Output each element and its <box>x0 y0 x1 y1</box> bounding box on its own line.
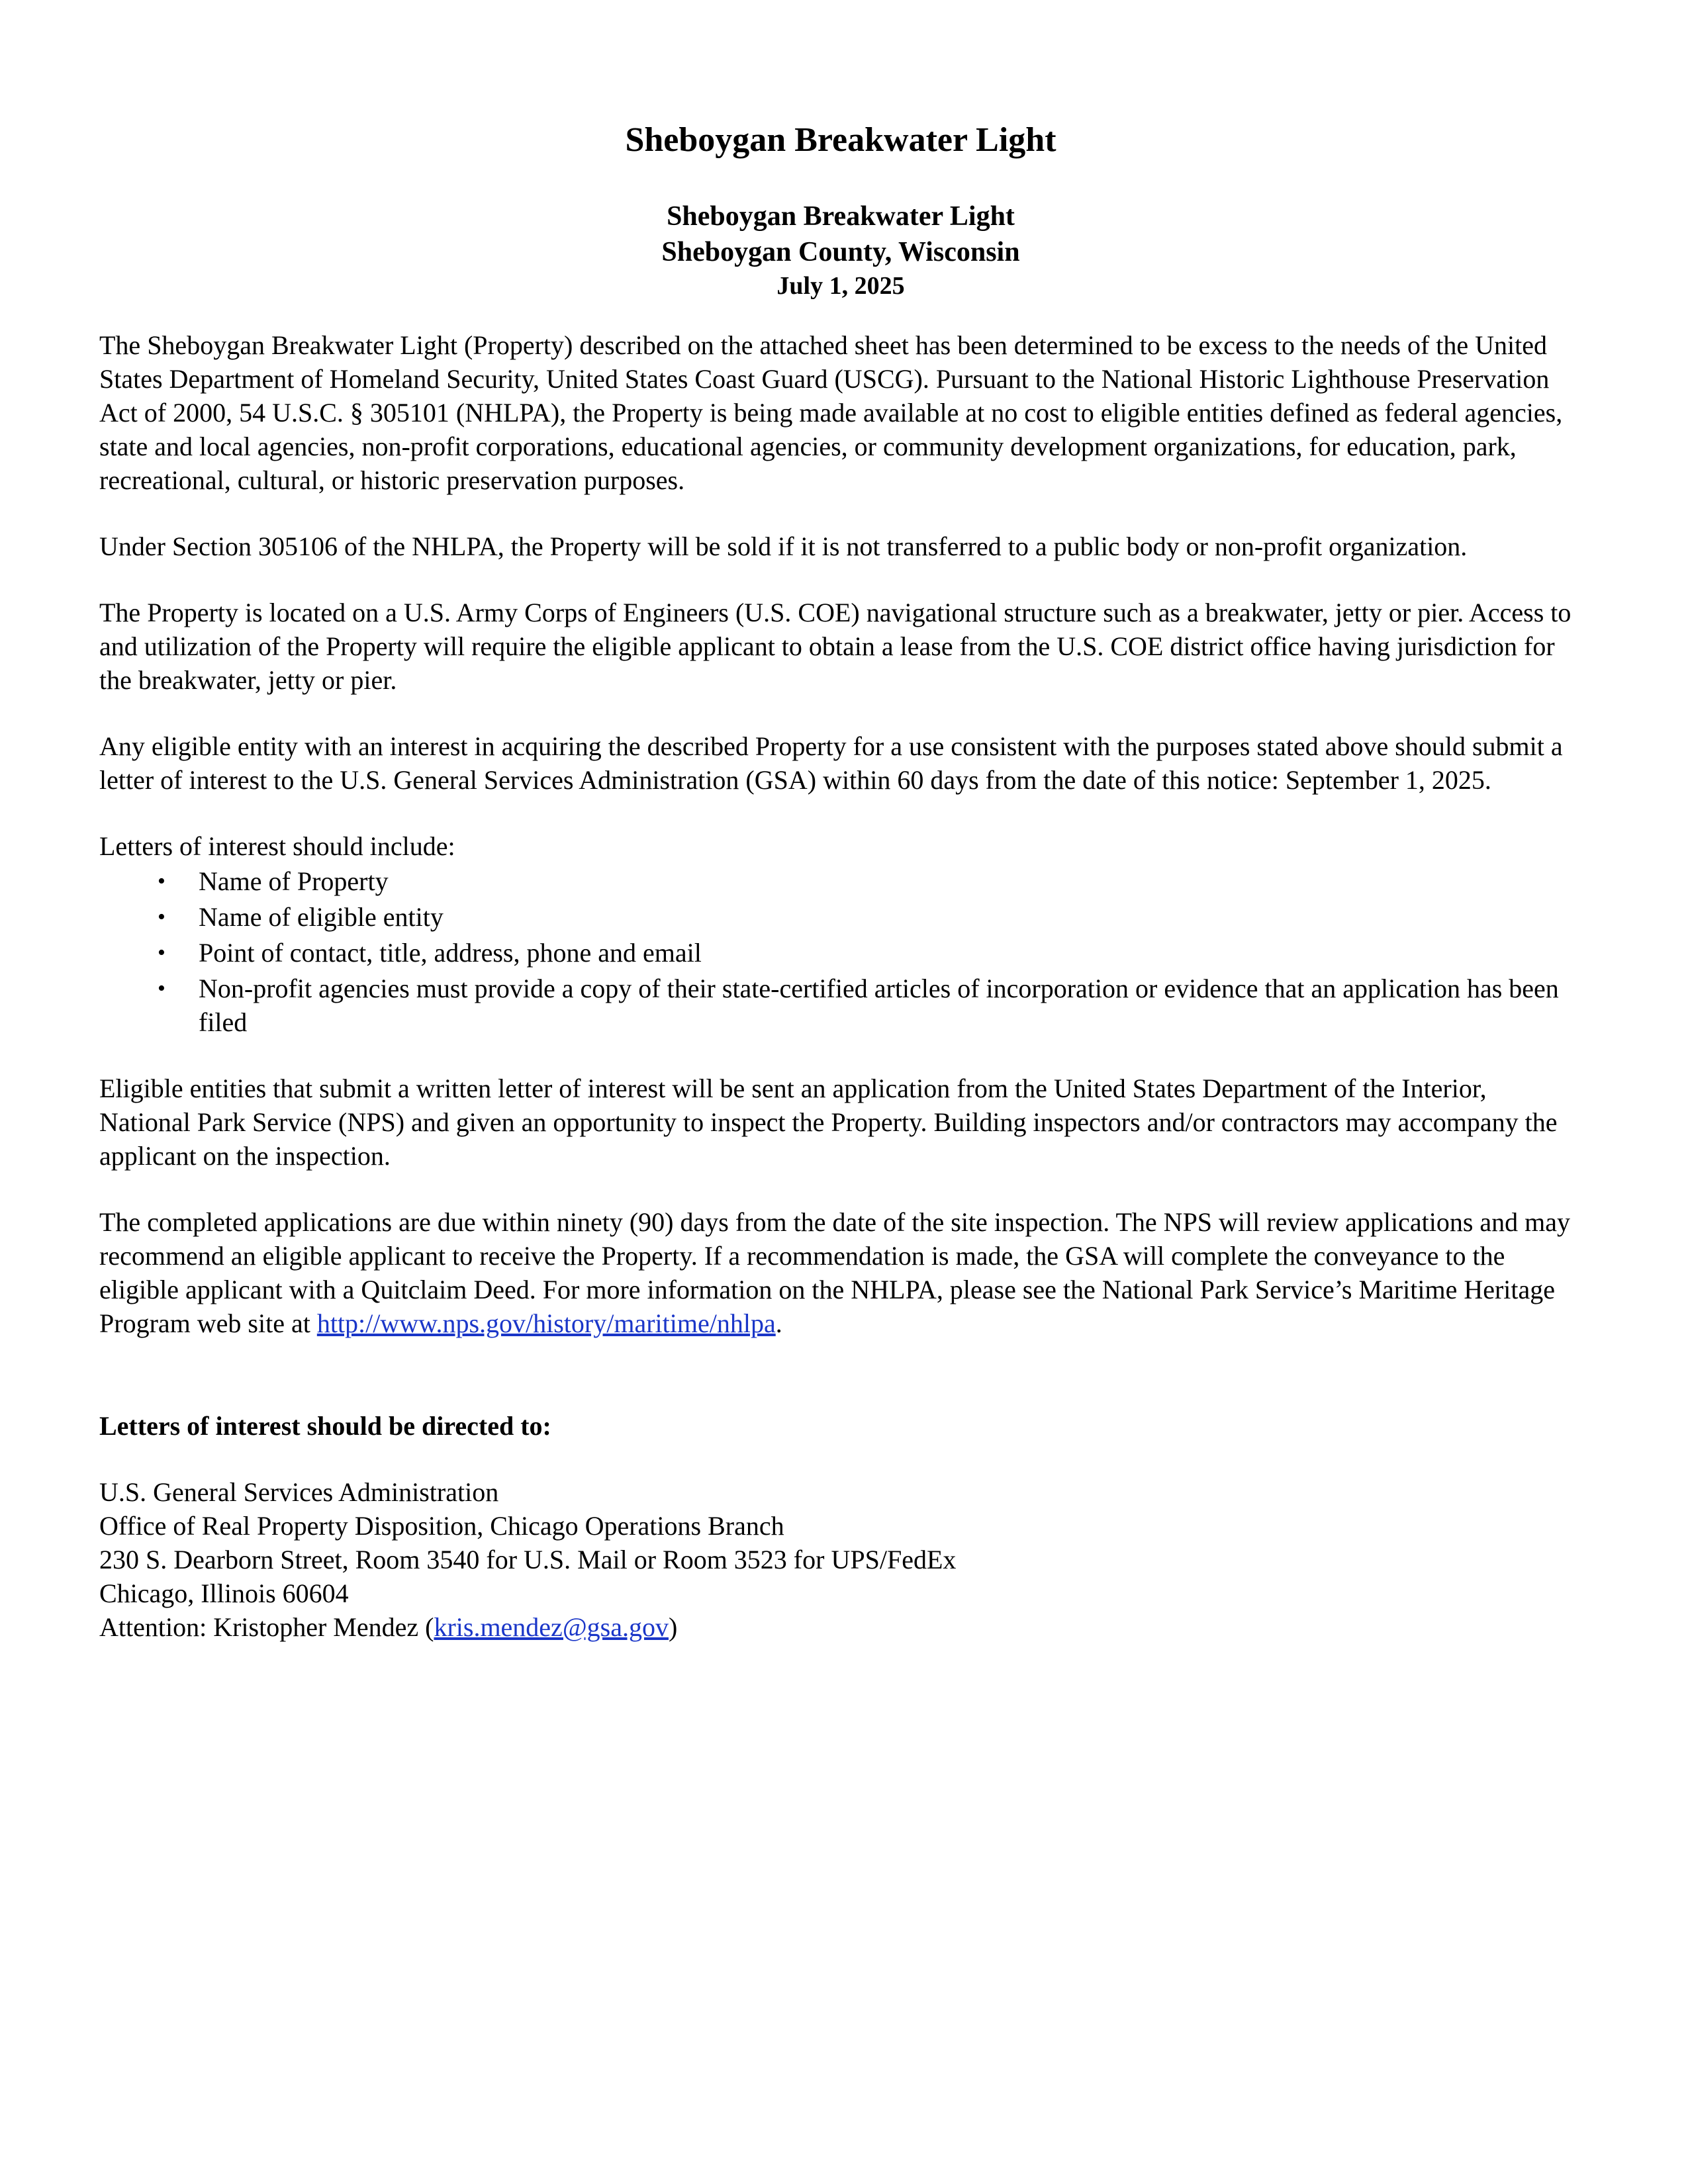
page-title: Sheboygan Breakwater Light <box>625 121 1056 159</box>
paragraph-section-305106: Under Section 305106 of the NHLPA, the Property will be sold if it is not transferred to a public body or non-profit organization. <box>99 531 1468 561</box>
list-item-text: Name of Property <box>199 866 389 896</box>
paragraph-end: . <box>775 1308 782 1338</box>
property-name: Sheboygan Breakwater Light <box>667 201 1015 232</box>
notice-date: July 1, 2025 <box>776 272 905 300</box>
list-intro: Letters of interest should include: <box>99 831 455 861</box>
list-item <box>99 864 1582 898</box>
list-item-text: Point of contact, title, address, phone and email <box>199 938 702 968</box>
paragraph-text: The completed applications are due within ninety (90) days from the date of the site inspection. The NPS will review applications and may recommend an eligible applicant to receive the Property. If a recommendation is made, the GSA will complete the conveyance to the eligible applicant with a Quitclaim Deed. For more information on the NHLPA, please see the National Park Service’s Maritime Heritage Program web site at <box>99 1207 1571 1338</box>
address-agency: U.S. General Services Administration <box>99 1477 499 1507</box>
bullet-icon: • <box>158 869 165 893</box>
mailing-address <box>99 1475 1582 1644</box>
email-link[interactable]: kris.mendez@gsa.gov <box>434 1612 669 1642</box>
list-item <box>99 900 1582 934</box>
requirements-list <box>99 864 1582 1039</box>
attention-suffix: ) <box>668 1612 678 1642</box>
paragraph-excess-property: The Sheboygan Breakwater Light (Property) described on the attached sheet has been determined to be excess to the needs of the United States Department of Homeland Security, United States Coast Guard (USCG). Pursuant to the National Historic Lighthouse Preservation Act of 2000, 54 U.S.C. § 305101 (NHLPA), the Property is being made available at no cost to eligible entities defined as federal agencies, state and local agencies, non-profit corporations, educational agencies, or community development organizations, for education, park, recreational, cultural, or historic preservation purposes. <box>99 330 1563 495</box>
directed-heading: Letters of interest should be directed to: <box>99 1411 551 1441</box>
list-item-text: Name of eligible entity <box>199 902 444 932</box>
address-city: Chicago, Illinois 60604 <box>99 1578 349 1608</box>
list-item-text: Non-profit agencies must provide a copy of their state-certified articles of incorporation or evidence that an application has been filed <box>199 974 1559 1037</box>
address-attention <box>99 1610 1582 1644</box>
attention-prefix: Attention: Kristopher Mendez ( <box>99 1612 434 1642</box>
bullet-icon: • <box>158 940 165 965</box>
address-office: Office of Real Property Disposition, Chicago Operations Branch <box>99 1511 784 1541</box>
paragraph-application-process: Eligible entities that submit a written letter of interest will be sent an application from the United States Department of the Interior, National Park Service (NPS) and given an opportunity to inspect the Property. Building inspectors and/or contractors may accompany the applicant on the inspection. <box>99 1073 1558 1171</box>
paragraph-completed-applications <box>99 1205 1582 1340</box>
property-header <box>99 199 1582 302</box>
bullet-icon: • <box>158 905 165 929</box>
document-page <box>99 119 1582 1644</box>
nhlpa-link[interactable]: http://www.nps.gov/history/maritime/nhlpa <box>316 1308 776 1338</box>
address-street: 230 S. Dearborn Street, Room 3540 for U.S. Mail or Room 3523 for UPS/FedEx <box>99 1545 957 1574</box>
paragraph-letter-of-interest: Any eligible entity with an interest in acquiring the described Property for a use consistent with the purposes stated above should submit a letter of interest to the U.S. General Services Administration (GSA) within 60 days from the date of this notice: September 1, 2025. <box>99 731 1563 795</box>
bullet-icon: • <box>158 976 165 1001</box>
list-item <box>99 972 1582 1039</box>
paragraph-property-location: The Property is located on a U.S. Army Corps of Engineers (U.S. COE) navigational structure such as a breakwater, jetty or pier. Access to and utilization of the Property will require the eligible applicant to obtain a lease from the U.S. COE district office having jurisdiction for the breakwater, jetty or pier. <box>99 598 1571 695</box>
list-item <box>99 936 1582 970</box>
property-location: Sheboygan County, Wisconsin <box>661 237 1020 267</box>
